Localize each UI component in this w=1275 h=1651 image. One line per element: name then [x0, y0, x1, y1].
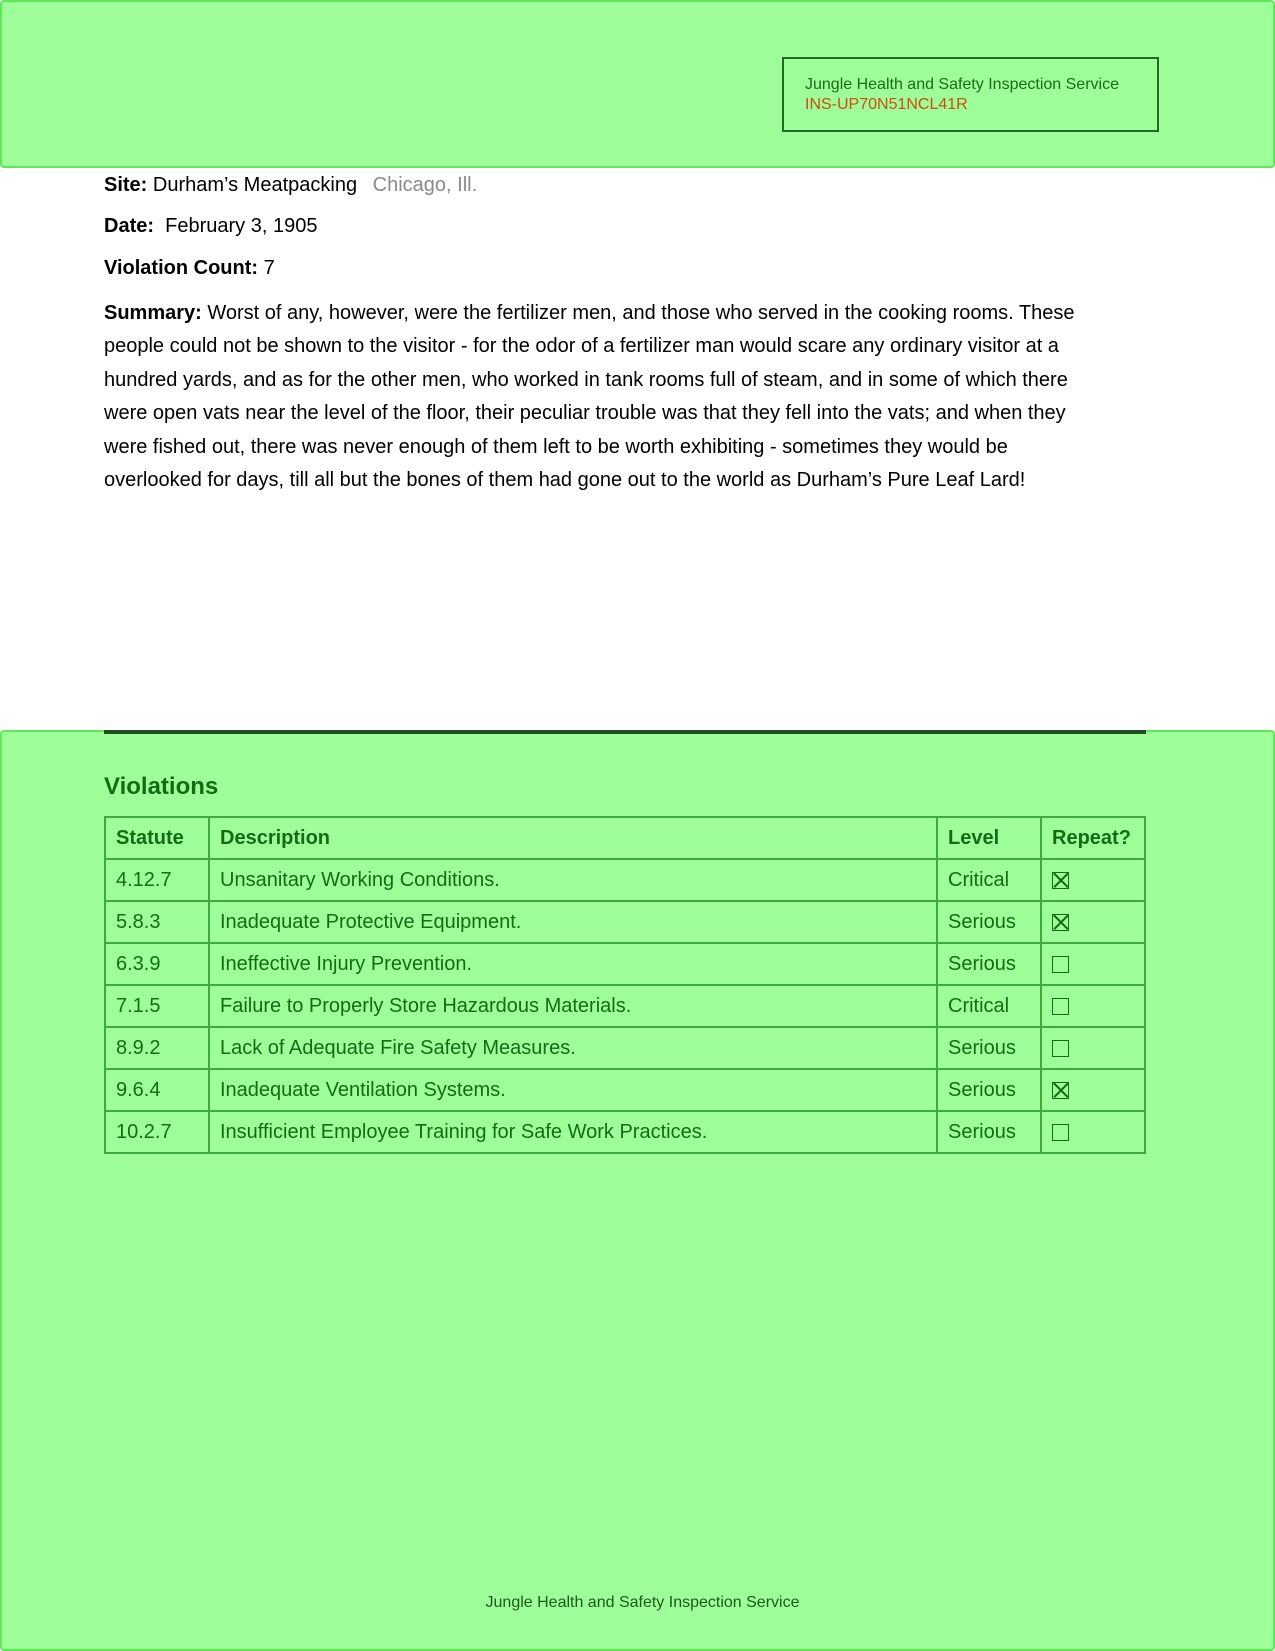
count-line: [104, 256, 275, 280]
cell-level: Critical: [937, 859, 1041, 901]
checked-box-icon: [1052, 1082, 1069, 1099]
site-name: Durham’s Meatpacking: [152, 174, 358, 196]
header-description: Description: [209, 817, 937, 859]
header-statute: Statute: [105, 817, 209, 859]
inspection-id: INS-UP70N51NCL41R: [805, 96, 968, 113]
cell-repeat: [1041, 859, 1145, 901]
table-row: [105, 1069, 1145, 1111]
checked-box-icon: [1052, 872, 1069, 889]
cell-description: Failure to Properly Store Hazardous Materials.: [209, 985, 937, 1027]
table-row: [105, 985, 1145, 1027]
empty-box-icon: [1052, 998, 1069, 1015]
cell-statute: 7.1.5: [105, 985, 209, 1027]
table-header-row: [105, 817, 1145, 859]
footer-text: Jungle Health and Safety Inspection Service: [485, 1594, 800, 1611]
cell-repeat: [1041, 1069, 1145, 1111]
summary-label: Summary:: [104, 302, 202, 324]
table-row: [105, 1027, 1145, 1069]
violations-table: [104, 816, 1146, 1154]
cell-level: Serious: [937, 943, 1041, 985]
cell-description: Unsanitary Working Conditions.: [209, 859, 937, 901]
site-location: Chicago, Ill.: [372, 174, 478, 196]
section-divider: [104, 730, 1146, 734]
cell-description: Inadequate Ventilation Systems.: [209, 1069, 937, 1111]
agency-name: Jungle Health and Safety Inspection Service: [805, 76, 1119, 93]
cell-level: Critical: [937, 985, 1041, 1027]
cell-repeat: [1041, 985, 1145, 1027]
cell-statute: 10.2.7: [105, 1111, 209, 1153]
cell-statute: 9.6.4: [105, 1069, 209, 1111]
violation-count: 7: [263, 257, 275, 279]
count-label: Violation Count:: [104, 257, 259, 279]
violations-body: [105, 859, 1145, 1153]
checked-box-icon: [1052, 914, 1069, 931]
empty-box-icon: [1052, 1124, 1069, 1141]
cell-description: Lack of Adequate Fire Safety Measures.: [209, 1027, 937, 1069]
violations-title: Violations: [104, 773, 219, 800]
date-label: Date:: [104, 215, 155, 237]
site-line: [104, 173, 477, 197]
inspection-date: February 3, 1905: [165, 215, 318, 237]
cell-level: Serious: [937, 901, 1041, 943]
cell-level: Serious: [937, 1111, 1041, 1153]
cell-level: Serious: [937, 1027, 1041, 1069]
summary-text: Worst of any, however, were the fertilizer men, and those who served in the cooking rooms. These people could not be shown to the visitor - for the odor of a fertilizer man would scare any ordinary visitor at a hundred yards, and as for the other men, who worked in tank rooms full of steam, and in some of which there were open vats near the level of the floor, their peculiar trouble was that they fell into the vats; and when they were fished out, there was never enough of them left to be worth exhibiting - sometimes they would be overlooked for days, till all but the bones of them had gone out to the world as Durham’s Pure Leaf Lard!: [104, 302, 1075, 492]
table-row: [105, 859, 1145, 901]
date-line: [104, 214, 317, 238]
cell-statute: 4.12.7: [105, 859, 209, 901]
cell-statute: 8.9.2: [105, 1027, 209, 1069]
header-level: Level: [937, 817, 1041, 859]
agency-box: [782, 57, 1159, 132]
header-repeat: Repeat?: [1041, 817, 1145, 859]
empty-box-icon: [1052, 1040, 1069, 1057]
table-row: [105, 1111, 1145, 1153]
table-row: [105, 901, 1145, 943]
cell-description: Inadequate Protective Equipment.: [209, 901, 937, 943]
empty-box-icon: [1052, 956, 1069, 973]
cell-statute: 5.8.3: [105, 901, 209, 943]
cell-description: Insufficient Employee Training for Safe Work Practices.: [209, 1111, 937, 1153]
summary-paragraph: [104, 297, 1084, 497]
cell-repeat: [1041, 943, 1145, 985]
cell-repeat: [1041, 1111, 1145, 1153]
cell-repeat: [1041, 1027, 1145, 1069]
cell-level: Serious: [937, 1069, 1041, 1111]
cell-description: Ineffective Injury Prevention.: [209, 943, 937, 985]
cell-repeat: [1041, 901, 1145, 943]
header-band: [0, 0, 1275, 168]
site-label: Site:: [104, 174, 148, 196]
cell-statute: 6.3.9: [105, 943, 209, 985]
table-row: [105, 943, 1145, 985]
